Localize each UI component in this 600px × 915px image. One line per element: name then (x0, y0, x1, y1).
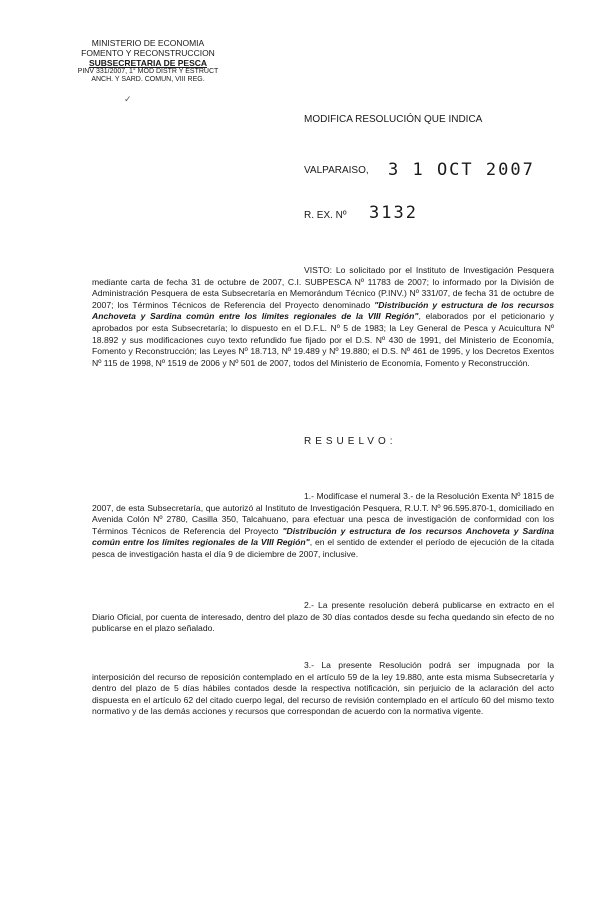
resolution-number: 3132 (369, 203, 418, 223)
item-1 (92, 491, 554, 561)
visto-project-name: "Distribución y estructura de los recursos Anchoveta y Sardina común entre los límites regionales de la VIII Región" (92, 299, 554, 322)
item-3: 3.- La presente Resolución podrá ser impugnada por la interposición del recurso de reposición contemplado en el artículo 59 de la ley 19.880, ante esta misma Subsecretaría y dentro del plazo de 5 días hábiles contados desde la respectiva notificación, sin perjuicio de la aclaración del acto dispuesta en el artículo 62 del citado cuerpo legal, del recurso de revisión contemplado en el artículo 60 del mismo texto normativo y de las demás acciones y recursos que correspondan de acuerdo con la normativa vigente. (92, 660, 554, 717)
header-line-2: FOMENTO Y RECONSTRUCCION (81, 48, 215, 58)
item-1-text: 1.- Modifícase el numeral 3.- de la Resolución Exenta Nº 1815 de 2007, de esta Subsecretaría, que autorizó al Instituto de Investigación Pesquera, R.U.T. Nº 96.595.870-1, domiciliado en Avenida Colón Nº 2780, Casilla 350, Talcahuano, para efectuar una pesca de investigación de conformidad con los Términos Técnicos de Referencia del Proyecto (92, 491, 554, 536)
item-2: 2.- La presente resolución deberá publicarse en extracto en el Diario Oficial, por cuenta de interesado, dentro del plazo de 30 días contados desde su fecha quedando sin efecto de no publicarse en el plazo señalado. (92, 600, 554, 634)
visto-text-end: , elaborados por el peticionario y aprobados por esta Subsecretaría; lo dispuesto en el D.F.L. Nº 5 de 1983; la Ley General de Pesca y Acuicultura Nº 18.892 y sus modificaciones cuyo texto refundido fue fijado por el D.S. Nº 430 de 1991, del Ministerio de Economía, Fomento y Reconstrucción; las Leyes Nº 18.713, Nº 19.489 y Nº 19.880; el D.S. Nº 461 de 1995, y los Decretos Exentos Nº 115 de 1998, Nº 1519 de 2006 y Nº 501 de 2007, todos del Ministerio de Economía, Fomento y Reconstrucción. (92, 311, 554, 368)
visto-paragraph (92, 265, 554, 369)
ministry-header (58, 38, 238, 84)
date-stamp: 3 1 OCT 2007 (388, 160, 535, 180)
resolution-label: R. EX. Nº (304, 210, 347, 221)
item-1-project-name: "Distribución y estructura de los recursos Anchoveta y Sardina común entre los límites regionales de la VIII Región" (92, 525, 554, 548)
resuelvo-heading: RESUELVO: (304, 436, 397, 447)
handwritten-mark: ✓ (124, 94, 132, 104)
header-line-4: PINV 331/2007, 1° MOD DISTR Y ESTRUCT (77, 68, 219, 75)
header-line-3: SUBSECRETARIA DE PESCA (88, 58, 208, 68)
place-label: VALPARAISO, (304, 165, 369, 176)
header-line-1: MINISTERIO DE ECONOMIA (91, 38, 205, 48)
visto-text: VISTO: Lo solicitado por el Instituto de Investigación Pesquera mediante carta de fecha 31 de octubre de 2007, C.I. SUBPESCA Nº 11783 de 2007; lo informado por la División de Administración Pesquera de esta Subsecretaría en Memorándum Técnico (P.INV.) Nº 331/07, de fecha 31 de octubre de 2007; los Términos Técnicos de Referencia del Proyecto denominado (92, 265, 554, 310)
header-line-5: ANCH. Y SARD. COMUN, VIII REG. (91, 76, 205, 83)
document-title: MODIFICA RESOLUCIÓN QUE INDICA (304, 114, 483, 125)
item-1-text-end: , en el sentido de extender el período de ejecución de la citada pesca de investigación hasta el día 9 de diciembre de 2007, inclusive. (92, 537, 554, 559)
